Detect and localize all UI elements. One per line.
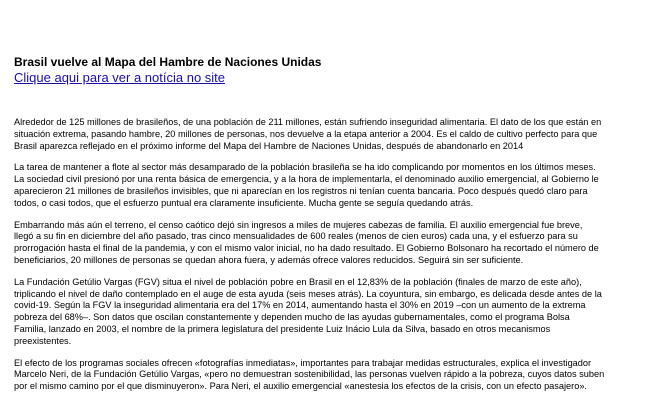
paragraph-3 [14, 220, 652, 267]
text-line: pobreza del 68%–. Son datos que oscilan constantemente y dependen mucho de las ayudas gubernamentales, como el programa Bolsa [14, 312, 570, 323]
text-line: prorrogación hasta el final de la pandemia, y con el mismo valor inicial, no ha dado resultado. El Gobierno Bolsonaro ha recortado el número de [14, 243, 599, 254]
text-line: El efecto de los programas sociales ofrecen «fotografías inmediatas», importantes para trabajar medidas estructurales, explica el investigador [14, 357, 592, 368]
text-line: triplicando el nivel de daño contemplado en el auge de esta ayuda (seis meses atrás). La coyuntura, sin embargo, es delicada desde antes de la [14, 288, 602, 299]
paragraph-2 [14, 162, 652, 209]
text-line: todos, o casi todos, que el esfuerzo puntual era claramente insuficiente. Mucha gente se seguía quedando atrás. [14, 197, 474, 208]
text-line: Familia, lanzado en 2003, el nombre de la primera legislatura del presidente Luiz Inácio Lula da Silva, basado en otros mecanismos [14, 323, 551, 334]
paragraph-5 [14, 358, 652, 393]
article-title: Brasil vuelve al Mapa del Hambre de Naciones Unidas [14, 55, 322, 69]
text-line: La sociedad civil presionó por una renta básica de emergencia, y a la hora de implementarla, el denominado auxilio emergencial, al Gobierno le [14, 174, 599, 185]
text-line: Marcelo Neri, de la Fundación Getúlio Vargas, «pero no demuestran sostenibilidad, las personas vuelven rápido a la pobreza, cuyos datos suben [14, 369, 605, 380]
text-line: Brasil aparezca reflejado en el próximo informe del Mapa del Hambre de Naciones Unidas, después de abandonarlo en 2014 [14, 140, 524, 151]
text-line: La Fundación Getúlio Vargas (FGV) situa el nivel de población pobre en Brasil en el 12,83% de la población (finales de marzo de este año), [14, 276, 582, 287]
text-line: llegó a su fin en diciembre del año pasado, tras cinco mensualidades de 600 reales (menos de cien euros) cada una, y el esfuerzo para su [14, 231, 578, 242]
text-line: covid-19. Según la FGV la inseguridad alimentaria era del 17% en 2014, aumentando hasta el 30% en 2019 –con un aumento de la extrema [14, 300, 586, 311]
article-body [14, 117, 652, 403]
text-line: aparecieron 21 millones de brasileños invisibles, que ni aparecían en los registros ni tenían cuenta bancaria. Poco después quedó claro para [14, 185, 588, 196]
text-line: situación extrema, pasando hambre, 20 millones de personas, nos devuelve a la etapa anterior a 2004. Es el caldo de cultivo perfecto para que [14, 128, 598, 139]
view-on-site-link[interactable]: Clique aqui para ver a notícia no site [14, 70, 226, 85]
text-line: Embarrando más aún el terreno, el censo caótico dejó sin ingresos a miles de mujeres cabezas de familia. El auxilio emergencial fue breve, [14, 219, 583, 230]
text-line: La tarea de mantener a flote al sector más desamparado de la población brasileña se ha ido complicando por momentos en los últimos meses. [14, 162, 596, 173]
text-line: beneficiarios, 20 millones de personas se quedan ahora fuera, y además ofrece valores reducidos. Seguirá sin ser suficiente. [14, 254, 524, 265]
text-line: preexistentes. [14, 335, 72, 346]
paragraph-4 [14, 277, 652, 348]
text-line: por el mismo camino por el que disminuyeron». Para Neri, el auxilio emergencial «anestesia los efectos de la crisis, con un efecto pasajero». [14, 381, 587, 392]
paragraph-1 [14, 117, 652, 152]
text-line: Alrededor de 125 millones de brasileños, de una población de 211 millones, están sufriendo inseguridad alimentaria. El dato de los que están en [14, 117, 602, 127]
